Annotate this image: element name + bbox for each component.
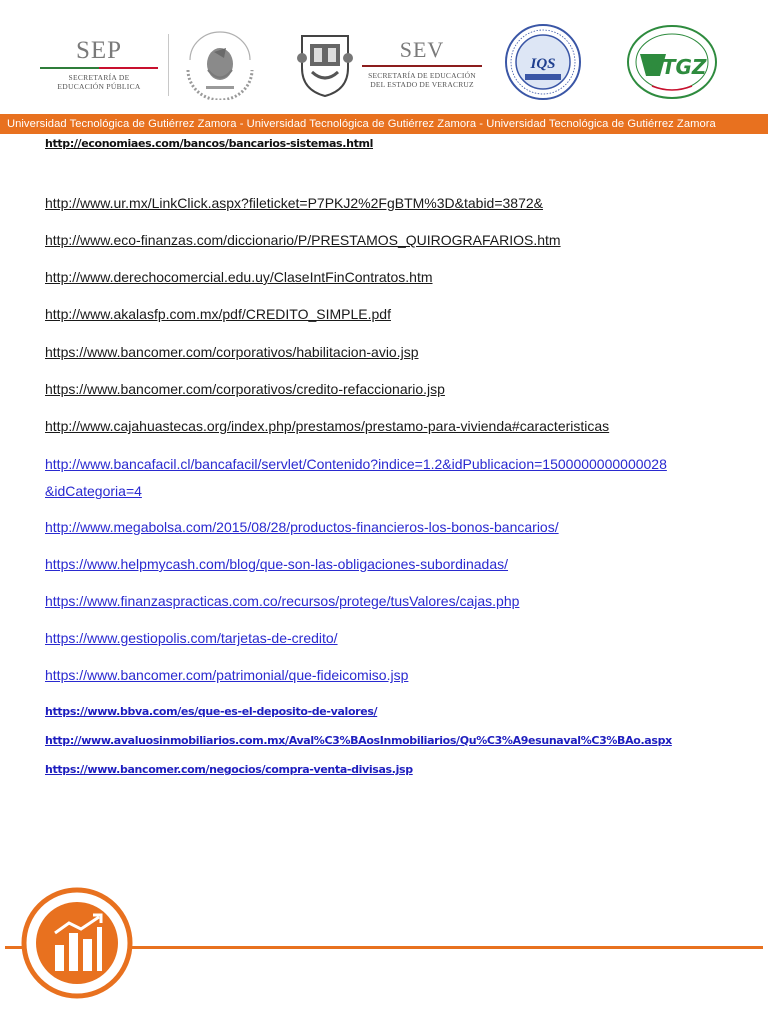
reference-link[interactable]: http://www.cajahuastecas.org/index.php/prestamos/prestamo-para-vivienda#caracteristicas [45,418,610,434]
iqs-label: IQS [530,56,556,72]
reference-link[interactable]: https://www.gestiopolis.com/tarjetas-de-credito/ [45,630,338,646]
sev-rule [362,65,482,67]
reference-link[interactable]: http://economiaes.com/bancos/bancarios-sistemas.html [45,137,374,150]
reference-link[interactable]: https://www.bbva.com/es/que-es-el-deposito-de-valores/ [45,705,378,718]
sep-rule [40,67,158,69]
sev-logo [362,38,482,89]
sev-subtitle-1: SECRETARÍA DE EDUCACIÓN [368,71,476,80]
reference-link[interactable]: http://www.megabolsa.com/2015/08/28/productos-financieros-los-bonos-bancarios/ [45,519,559,535]
reference-link[interactable]: https://www.finanzaspracticas.com.co/recursos/protege/tusValores/cajas.php [45,593,520,609]
utgz-university-logo-icon [626,24,718,100]
university-banner [0,114,768,134]
utgz-label: UTGZ [645,55,707,79]
reference-link[interactable]: https://www.bancomer.com/corporativos/habilitacion-avio.jsp [45,344,419,360]
iqs-certification-seal-icon [503,22,583,102]
reference-link[interactable]: https://www.bancomer.com/patrimonial/que-fideicomiso.jsp [45,667,409,683]
page-header [0,0,768,114]
sep-logo [40,38,158,91]
veracruz-emblem-icon [294,28,356,98]
sep-subtitle-1: SECRETARÍA DE [68,73,130,82]
header-divider [168,34,169,96]
sep-subtitle-2: EDUCACIÓN PÚBLICA [57,82,141,91]
reference-link[interactable]: http://www.akalasfp.com.mx/pdf/CREDITO_SIMPLE.pdf [45,306,391,322]
sev-title: SEV [399,37,445,62]
reference-link[interactable]: http://www.ur.mx/LinkClick.aspx?fileticket=P7PKJ2%2FgBTM%3D&tabid=3872& [45,195,544,211]
reference-link[interactable]: https://www.helpmycash.com/blog/que-son-las-obligaciones-subordinadas/ [45,556,509,572]
reference-link[interactable]: http://www.derechocomercial.edu.uy/ClaseIntFinContratos.htm [45,269,433,285]
reference-link[interactable]: http://www.avaluosinmobiliarios.com.mx/Aval%C3%BAosInmobiliarios/Qu%C3%A9esunaval%C3%BAo.aspx [45,734,672,747]
reference-link[interactable]: https://www.bancomer.com/negocios/compra-venta-divisas.jsp [45,763,413,776]
reference-link[interactable]: http://www.bancafacil.cl/bancafacil/servlet/Contenido?indice=1.2&idPublicacion=1500000000000028 [45,456,667,472]
reference-link[interactable]: https://www.bancomer.com/corporativos/credito-refaccionario.jsp [45,381,445,397]
sep-title: SEP [75,37,123,64]
reference-link-continuation[interactable]: &idCategoria=4 [45,483,142,499]
banner-text: Universidad Tecnológica de Gutiérrez Zamora - Universidad Tecnológica de Gutiérrez Zamora - Universidad Tecnológica de Gutiérrez Zamora [7,118,716,130]
reference-link[interactable]: http://www.eco-finanzas.com/diccionario/P/PRESTAMOS_QUIROGRAFARIOS.htm [45,232,561,248]
sev-subtitle-2: DEL ESTADO DE VERACRUZ [370,80,474,89]
finance-chart-badge-icon [21,887,133,999]
mexican-coat-of-arms-icon [180,30,260,100]
